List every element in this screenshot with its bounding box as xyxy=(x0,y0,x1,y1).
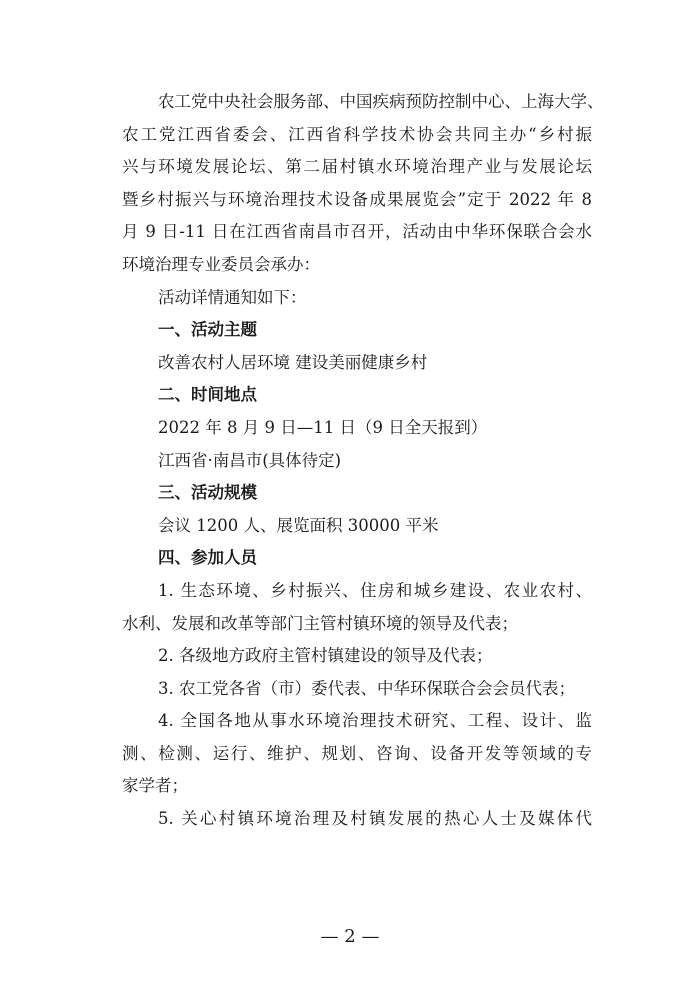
list-item-line: 水利、发展和改革等部门主管村镇环境的领导及代表； xyxy=(122,613,518,633)
intro-line: 农工党中央社会服务部、中国疾病预防控制中心、上海大学、 xyxy=(158,92,604,111)
list-item-line: 3. 农工党各省（市）委代表、中华环保联合会会员代表； xyxy=(158,678,575,698)
page-number: — 2 — xyxy=(320,926,380,947)
section-line: 会议 1200 人、展览面积 30000 平米 xyxy=(158,515,439,535)
intro-line: 环境治理专业委员会承办： xyxy=(122,254,320,274)
section-heading-scale: 三、活动规模 xyxy=(158,483,257,503)
section-line: 改善农村人居环境 建设美丽健康乡村 xyxy=(158,352,428,372)
section-line: 江西省·南昌市(具体待定) xyxy=(158,450,342,470)
list-item-line: 2. 各级地方政府主管村镇建设的领导及代表； xyxy=(158,646,493,666)
section-line: 2022 年 8 月 9 日—11 日（9 日全天报到） xyxy=(158,417,488,437)
list-item-line: 4. 全国各地从事水环境治理技术研究、工程、设计、监 xyxy=(158,711,592,731)
section-heading-time-place: 二、时间地点 xyxy=(158,385,257,405)
section-heading-theme: 一、活动主题 xyxy=(158,320,257,340)
list-item-line: 家学者； xyxy=(122,776,188,796)
intro-line: 兴与环境发展论坛、第二届村镇水环境治理产业与发展论坛 xyxy=(122,157,592,177)
list-item-line: 5. 关心村镇环境治理及村镇发展的热心人士及媒体代 xyxy=(158,809,592,829)
intro-line: 月 9 日-11 日在江西省南昌市召开，活动由中华环保联合会水 xyxy=(122,222,592,242)
intro-line: 农工党江西省委会、江西省科学技术协会共同主办“乡村振 xyxy=(122,124,592,144)
section-heading-participants: 四、参加人员 xyxy=(158,548,257,568)
intro-line: 暨乡村振兴与环境治理技术设备成果展览会”定于 2022 年 8 xyxy=(122,189,592,209)
list-item-line: 1. 生态环境、乡村振兴、住房和城乡建设、农业农村、 xyxy=(158,580,592,600)
notice-line: 活动详情通知如下： xyxy=(158,287,307,307)
list-item-line: 测、检测、运行、维护、规划、咨询、设备开发等领域的专 xyxy=(122,743,592,763)
document-body xyxy=(122,86,604,836)
